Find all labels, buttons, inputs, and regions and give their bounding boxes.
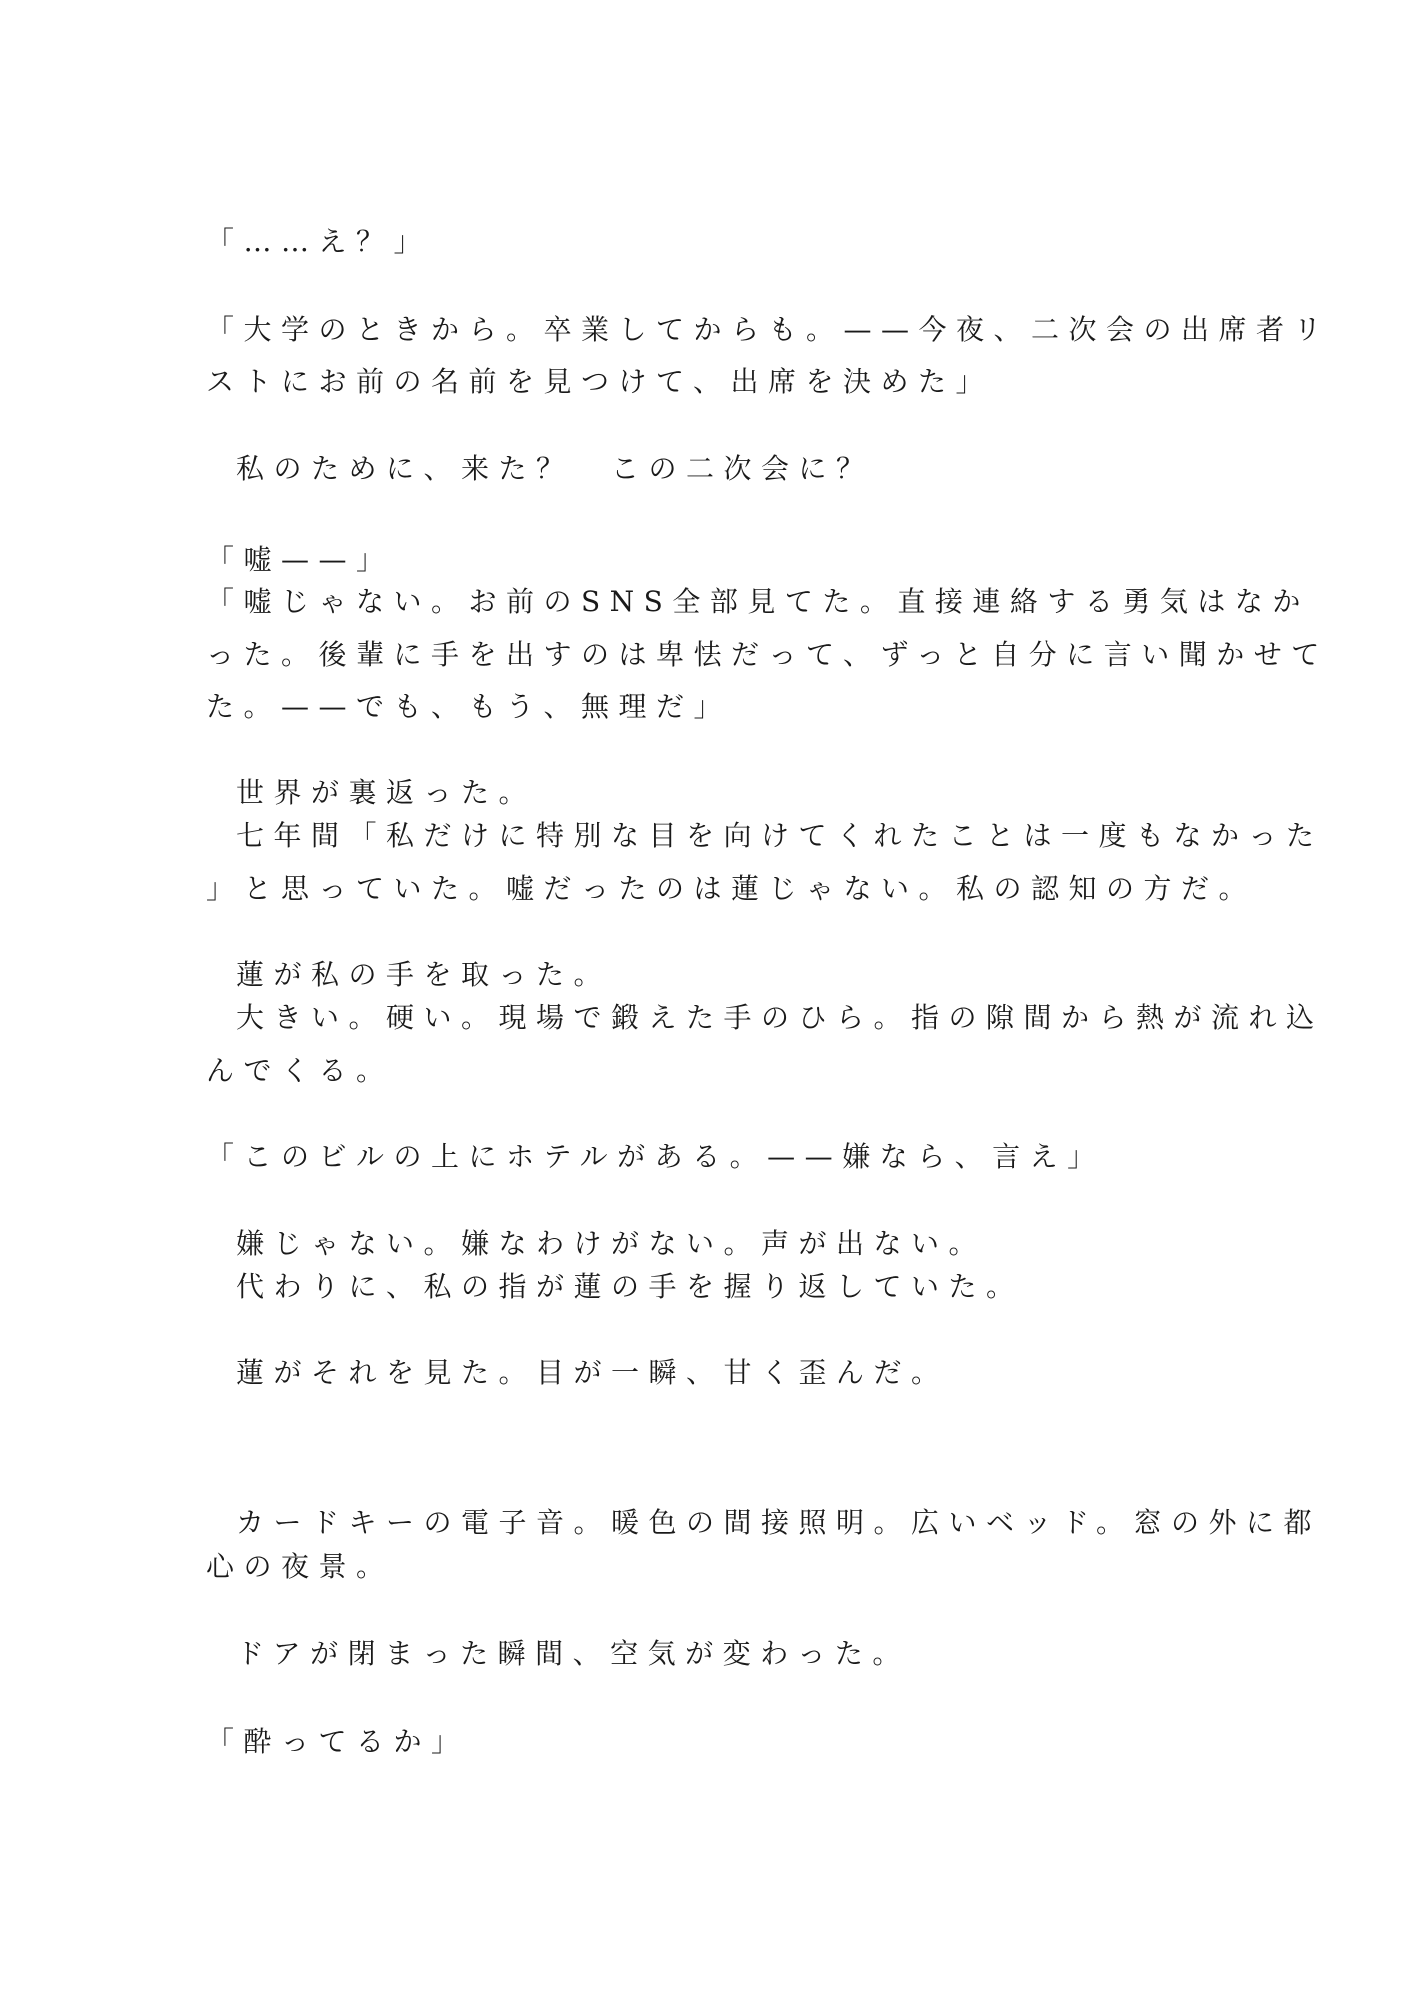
narration-line: んでくる。: [206, 1054, 394, 1087]
dialogue-line: った。後輩に手を出すのは卑怯だって、ずっと自分に言い聞かせて: [206, 638, 1329, 671]
dialogue-line: 「……え？」: [206, 225, 432, 258]
narration-line: 大きい。硬い。現場で鍛えた手のひら。指の隙間から熱が流れ込: [236, 1001, 1324, 1034]
dialogue-line: た。——でも、もう、無理だ」: [206, 690, 732, 723]
narration-line: 私のために、来た？ この二次会に？: [236, 452, 874, 485]
narration-line: 七年間「私だけに特別な目を向けてくれたことは一度もなかった: [236, 819, 1324, 852]
narration-line: 蓮が私の手を取った。: [236, 958, 612, 991]
dialogue-line: 「酔ってるか」: [206, 1725, 469, 1758]
narration-line: 心の夜景。: [206, 1550, 394, 1583]
narration-line: 代わりに、私の指が蓮の手を握り返していた。: [236, 1270, 1024, 1303]
narration-line: ドアが閉まった瞬間、空気が変わった。: [236, 1637, 910, 1670]
narration-line: 嫌じゃない。嫌なわけがない。声が出ない。: [236, 1227, 987, 1260]
narration-line: 蓮がそれを見た。目が一瞬、甘く歪んだ。: [236, 1356, 949, 1389]
narration-line: カードキーの電子音。暖色の間接照明。広いベッド。窓の外に都: [236, 1506, 1321, 1539]
narration-line: 世界が裏返った。: [236, 776, 537, 809]
narration-line: 」と思っていた。嘘だったのは蓮じゃない。私の認知の方だ。: [206, 872, 1257, 905]
dialogue-line: 「嘘じゃない。お前のSNS全部見てた。直接連絡する勇気はなか: [206, 585, 1310, 618]
dialogue-line: 「このビルの上にホテルがある。——嫌なら、言え」: [206, 1140, 1105, 1173]
dialogue-line: 「嘘——」: [206, 543, 394, 576]
dialogue-line: 「大学のときから。卒業してからも。——今夜、二次会の出席者リ: [206, 313, 1332, 346]
dialogue-line: ストにお前の名前を見つけて、出席を決めた」: [206, 365, 993, 398]
